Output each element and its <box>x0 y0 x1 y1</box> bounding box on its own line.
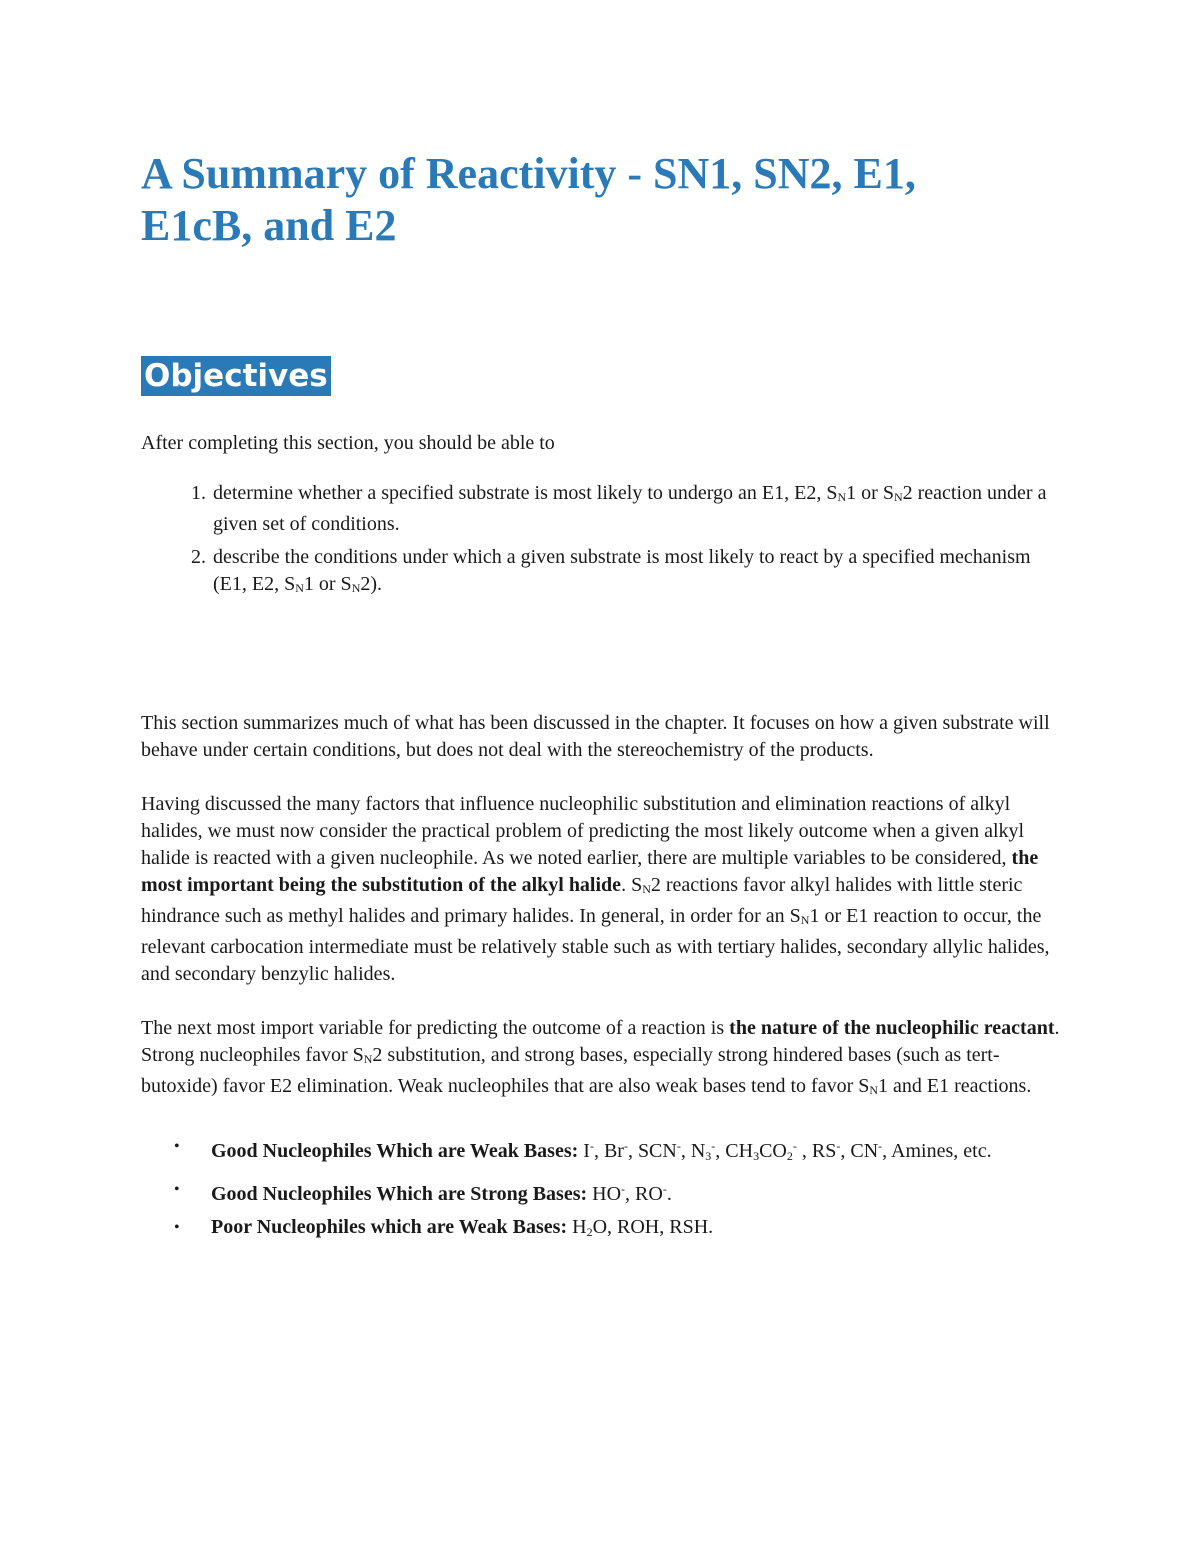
document-page <box>141 148 1066 1252</box>
title-line-2: E1cB, and E2 <box>141 201 397 250</box>
objective-item-2: 2. describe the conditions under which a given substrate is most likely to react by a specified mechanism (E1, E2, $S_N1$ or $S_N2$). <box>211 544 1066 602</box>
summary-paragraph: This section summarizes much of what has been discussed in the chapter. It focuses on how a given substrate will behave under certain conditions, but does not deal with the stereochemistry of the products. <box>141 712 1050 761</box>
title-line-1: A Summary of Reactivity - SN1, SN2, E1, <box>141 149 916 198</box>
objectives-heading-wrap <box>141 356 1066 400</box>
nucleophile-paragraph: The next most import variable for predicting the outcome of a reaction is the nature of the nucleophilic reactant. Strong nucleophiles favor $S_N2$ substitution, and strong bases, especially strong hindered bases (such as tert-butoxide) favor E2 elimination. Weak nucleophiles that are also weak bases tend to favor $S_N1$ and E1 reactions. <box>141 1017 1060 1097</box>
objectives-intro: After completing this section, you should be able to <box>141 432 555 454</box>
bold-substitution: the most important being the substitution of the alkyl halide <box>141 847 1039 896</box>
bullet-icon: • <box>174 1138 180 1155</box>
objectives-heading: Objectives <box>141 356 331 396</box>
nucleophile-list <box>141 1133 1066 1246</box>
bullet-icon: • <box>174 1219 180 1236</box>
list-item-poor-weak: • Poor Nucleophiles which are Weak Bases: $H_2O$, ROH, RSH. <box>174 1216 714 1239</box>
list-item-good-weak: • Good Nucleophiles Which are Weak Bases: I-, Br-, SCN-, $N_3^-$, $CH_3CO_2^-$ , RS-, CN-, Amines, etc. <box>211 1133 1066 1170</box>
bold-nucleophilic-reactant: the nature of the nucleophilic reactant <box>729 1017 1055 1039</box>
bullet-icon: • <box>174 1181 180 1198</box>
page-title <box>141 148 1066 252</box>
list-item-good-strong: • Good Nucleophiles Which are Strong Bases: HO-, RO-. <box>211 1176 1066 1208</box>
objective-item-1: 1. determine whether a specified substrate is most likely to undergo an E1, E2, $S_N1$ or $S_N2$ reaction under a given set of conditions. <box>211 480 1066 538</box>
substitution-paragraph: Having discussed the many factors that influence nucleophilic substitution and elimination reactions of alkyl halides, we must now consider the practical problem of predicting the most likely outcome when a given alkyl halide is reacted with a given nucleophile. As we noted earlier, there are multiple variables to be considered, the most important being the substitution of the alkyl halide. $S_N2$ reactions favor alkyl halides with little steric hindrance such as methyl halides and primary halides. In general, in order for an $S_N1$ or E1 reaction to occur, the relevant carbocation intermediate must be relatively stable such as with tertiary halides, secondary allylic halides, and secondary benzylic halides. <box>141 793 1050 985</box>
objectives-list <box>141 480 1066 602</box>
